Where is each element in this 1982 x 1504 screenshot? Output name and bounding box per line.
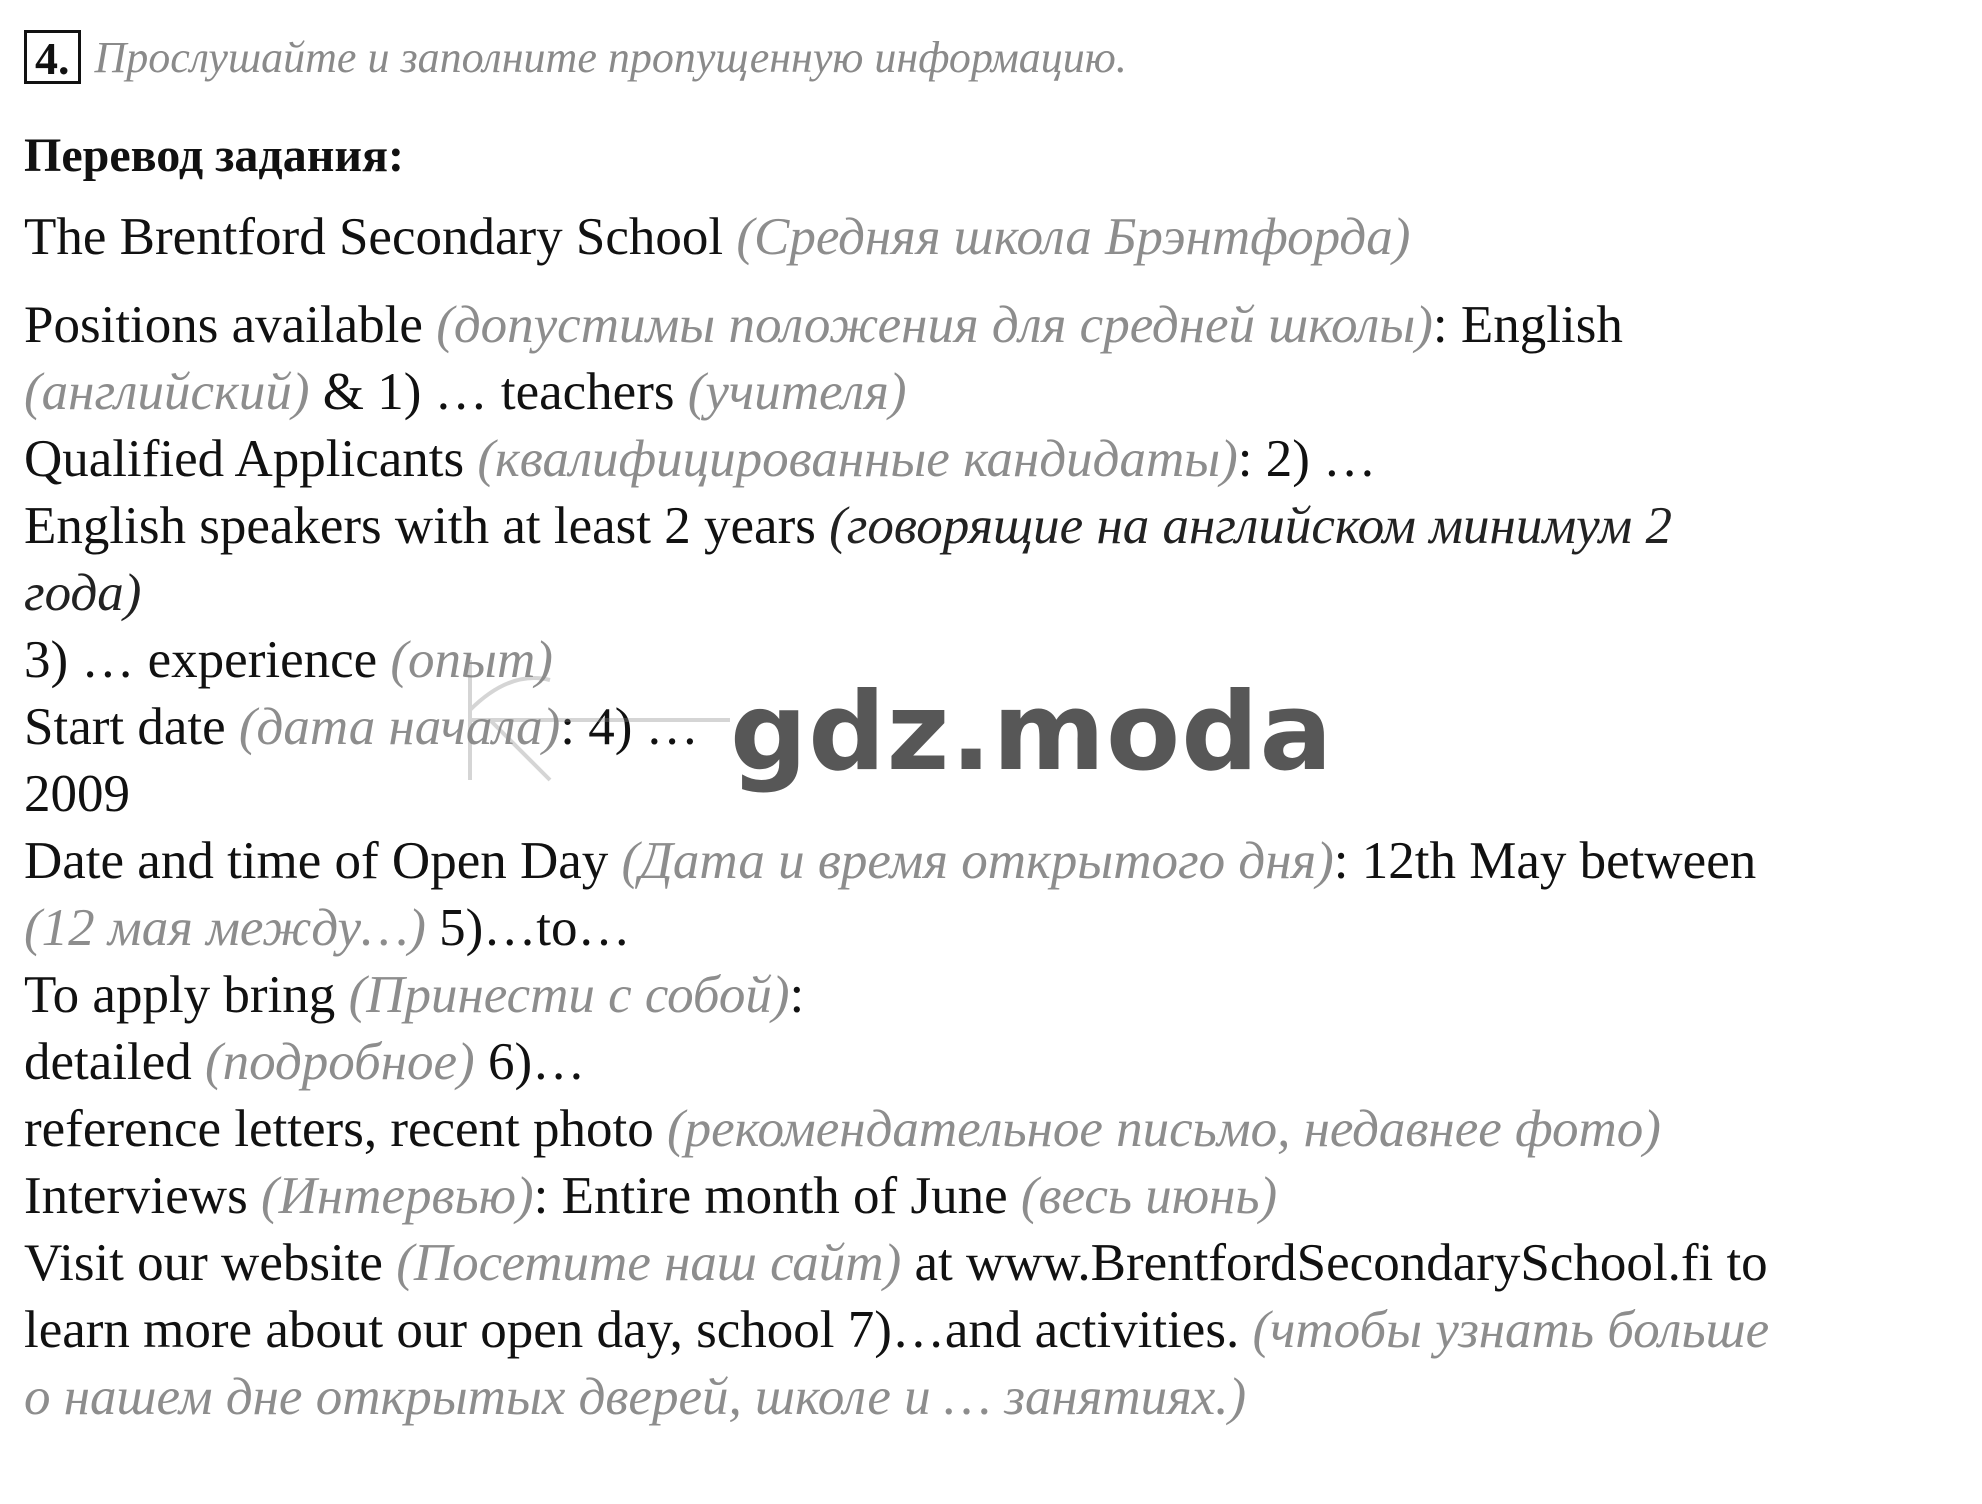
text-en: Start date xyxy=(24,698,239,756)
text-en: Visit our website xyxy=(24,1234,397,1292)
watermark: gdz.moda xyxy=(730,670,1334,795)
line-between xyxy=(24,895,1964,962)
text-ru: (12 мая между…) xyxy=(24,899,426,957)
line-positions xyxy=(24,292,1964,359)
text-en: : 2) … xyxy=(1237,430,1377,488)
text-en: English speakers with at least 2 years xyxy=(24,497,830,555)
text-en: at www.BrentfordSecondarySchool.fi to xyxy=(901,1234,1768,1292)
task-number: 4. xyxy=(24,30,81,84)
text-en: 5)…to… xyxy=(425,899,631,957)
line-apply xyxy=(24,962,1964,1029)
text-ru: (Принести с собой) xyxy=(348,966,790,1024)
line-open-doors xyxy=(24,1364,1964,1431)
line-years xyxy=(24,560,1964,627)
translation-heading: Перевод задания: xyxy=(24,129,404,182)
text-en: : Entire month of June xyxy=(533,1167,1021,1225)
text-en: : English xyxy=(1432,296,1623,354)
line-teachers xyxy=(24,359,1964,426)
title-ru: (Средняя школа Брэнтфорда) xyxy=(736,208,1411,266)
text-ru: (Дата и время открытого дня) xyxy=(621,832,1334,890)
line-applicants xyxy=(24,426,1964,493)
text-ru: о нашем дне открытых дверей, школе и … занятиях.) xyxy=(24,1368,1247,1426)
text-en: Positions available xyxy=(24,296,437,354)
text-en: : 12th May between xyxy=(1333,832,1757,890)
text-en: 3) … experience xyxy=(24,631,391,689)
line-open-day xyxy=(24,828,1964,895)
text-ru: года) xyxy=(24,564,142,622)
text-ru: (опыт) xyxy=(390,631,553,689)
task-body xyxy=(24,204,1964,1431)
text-ru: (говорящие на английском минимум 2 xyxy=(829,497,1672,555)
text-ru: (допустимы положения для средней школы) xyxy=(436,296,1433,354)
text-ru: (английский) xyxy=(24,363,310,421)
text-ru: (квалифицированные кандидаты) xyxy=(477,430,1238,488)
text-en: : 4) … xyxy=(560,698,699,756)
text-en: Interviews xyxy=(24,1167,261,1225)
text-en: & 1) … teachers xyxy=(309,363,688,421)
line-interviews xyxy=(24,1163,1964,1230)
text-en: reference letters, recent photo xyxy=(24,1100,667,1158)
line-website xyxy=(24,1230,1964,1297)
line-detailed xyxy=(24,1029,1964,1096)
line-speakers xyxy=(24,493,1964,560)
text-en: 6)… xyxy=(474,1033,586,1091)
text-ru: (весь июнь) xyxy=(1020,1167,1278,1225)
watermark-logo-icon xyxy=(430,640,750,790)
text-en: detailed xyxy=(24,1033,205,1091)
text-ru: (Интервью) xyxy=(260,1167,534,1225)
task-header xyxy=(24,30,1127,84)
text-ru: (дата начала) xyxy=(238,698,561,756)
text-ru: (Посетите наш сайт) xyxy=(396,1234,902,1292)
text-en: Qualified Applicants xyxy=(24,430,478,488)
text-ru: (учителя) xyxy=(687,363,907,421)
school-title xyxy=(24,204,1964,274)
title-en: The Brentford Secondary School xyxy=(24,208,724,266)
text-en: 2009 xyxy=(24,765,130,823)
text-ru: (рекомендательное письмо, недавнее фото) xyxy=(667,1100,1661,1158)
line-learn-more xyxy=(24,1297,1964,1364)
line-reference xyxy=(24,1096,1964,1163)
text-en: To apply bring xyxy=(24,966,349,1024)
text-ru: (подробное) xyxy=(205,1033,475,1091)
text-ru: (чтобы узнать больше xyxy=(1252,1301,1770,1359)
text-en: : xyxy=(789,966,805,1024)
text-en: learn more about our open day, school 7)…and activities. xyxy=(24,1301,1253,1359)
text-en: Date and time of Open Day xyxy=(24,832,622,890)
task-instruction: Прослушайте и заполните пропущенную информацию. xyxy=(94,32,1127,82)
